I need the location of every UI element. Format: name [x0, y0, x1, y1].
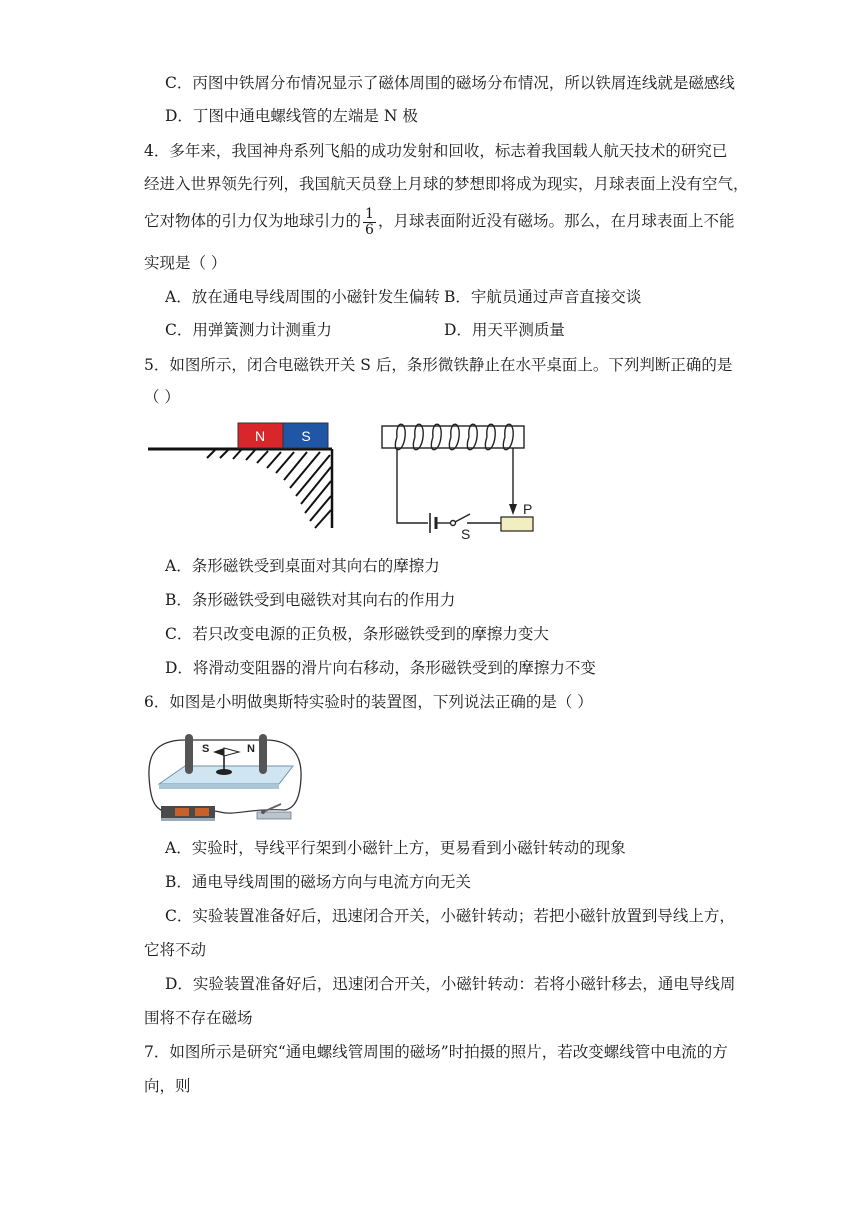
q6-option-c-line2: 它将不动 [144, 941, 207, 959]
q3-option-d: D．丁图中通电螺线管的左端是 N 极 [165, 107, 418, 125]
q4-stem-line2: 经进入世界领先行列，我国航天员登上月球的梦想即将成为现实，月球表面上没有空气， [144, 175, 749, 193]
switch-label: S [461, 526, 471, 542]
battery-holder [161, 806, 215, 821]
fraction-numerator: 1 [365, 205, 374, 222]
q5-stem-line1: 5．如图所示，闭合电磁铁开关 S 后，条形微铁静止在水平桌面上。下列判断正确的是 [144, 356, 733, 374]
q4-stem-line3-pre: 它对物体的引力仅为地球引力的 [144, 212, 362, 230]
bar-magnet [238, 423, 328, 448]
q7-stem-line2: 向，则 [144, 1077, 191, 1095]
q6-option-b: B．通电导线周围的磁场方向与电流方向无关 [165, 873, 471, 891]
board-edge [159, 784, 279, 789]
q6-option-d-line1: D．实验装置准备好后，迅速闭合开关，小磁针转动：若将小磁针移去，通电导线周 [165, 975, 736, 993]
electromagnet [382, 424, 524, 450]
fraction-one-sixth [363, 207, 376, 238]
circuit-wires [397, 448, 513, 523]
q5-stem-line2: （ ） [144, 388, 180, 406]
q5-option-d: D．将滑动变阻器的滑片向右移动，条形磁铁受到的摩擦力不变 [165, 659, 596, 677]
q6-stem: 6．如图是小明做奥斯特实验时的装置图，下列说法正确的是（ ） [144, 693, 593, 711]
q5-option-a: A．条形磁铁受到桌面对其向右的摩擦力 [165, 557, 440, 575]
q6-option-c-line1: C．实验装置准备好后，迅速闭合开关，小磁针转动；若把小磁针放置到导线上方， [165, 907, 735, 925]
magnet-s-label: S [301, 428, 311, 444]
q4-option-c: C．用弹簧测力计测重力 [165, 321, 332, 339]
board [159, 766, 293, 784]
q7-stem-line1: 7．如图所示是研究“通电螺线管周围的磁场”时拍摄的照片，若改变螺线管中电流的方 [144, 1043, 728, 1061]
q4-stem-line4: 实现是（ ） [144, 254, 227, 272]
q6-option-d-line2: 围将不存在磁场 [144, 1009, 253, 1027]
q4-option-b: B．宇航员通过声音直接交谈 [444, 288, 642, 306]
needle-n-label: N [247, 743, 255, 755]
q4-stem-line3-post: ，月球表面附近没有磁场。那么，在月球表面上不能 [377, 212, 735, 230]
slider-label: P [523, 501, 533, 517]
right-post [259, 734, 267, 774]
knife-switch [257, 804, 291, 819]
left-post [185, 734, 193, 774]
needle-s-label: S [202, 743, 210, 755]
q3-option-c: C．丙图中铁屑分布情况显示了磁体周围的磁场分布情况，所以铁屑连线就是磁感线 [165, 74, 735, 92]
q4-stem-line3 [144, 204, 734, 238]
q4-stem-line1: 4．多年来，我国神舟系列飞船的成功发射和回收，标志着我国载人航天技术的研究已 [144, 142, 728, 160]
rheostat [501, 501, 533, 531]
q4-option-d: D．用天平测质量 [444, 321, 565, 339]
fraction-denominator: 6 [365, 221, 374, 238]
switch [451, 514, 471, 542]
table-edge [148, 449, 332, 528]
magnet-n-label: N [254, 428, 266, 444]
q6-option-a: A．实验时，导线平行架到小磁针上方，更易看到小磁针转动的现象 [165, 839, 626, 857]
q4-option-a: A．放在通电导线周围的小磁针发生偏转 [165, 288, 440, 306]
battery [430, 513, 436, 533]
q5-figure [145, 418, 545, 544]
q6-figure [145, 726, 305, 822]
q5-option-c: C．若只改变电源的正负极，条形磁铁受到的摩擦力变大 [165, 625, 549, 643]
q5-option-b: B．条形磁铁受到电磁铁对其向右的作用力 [165, 591, 456, 609]
